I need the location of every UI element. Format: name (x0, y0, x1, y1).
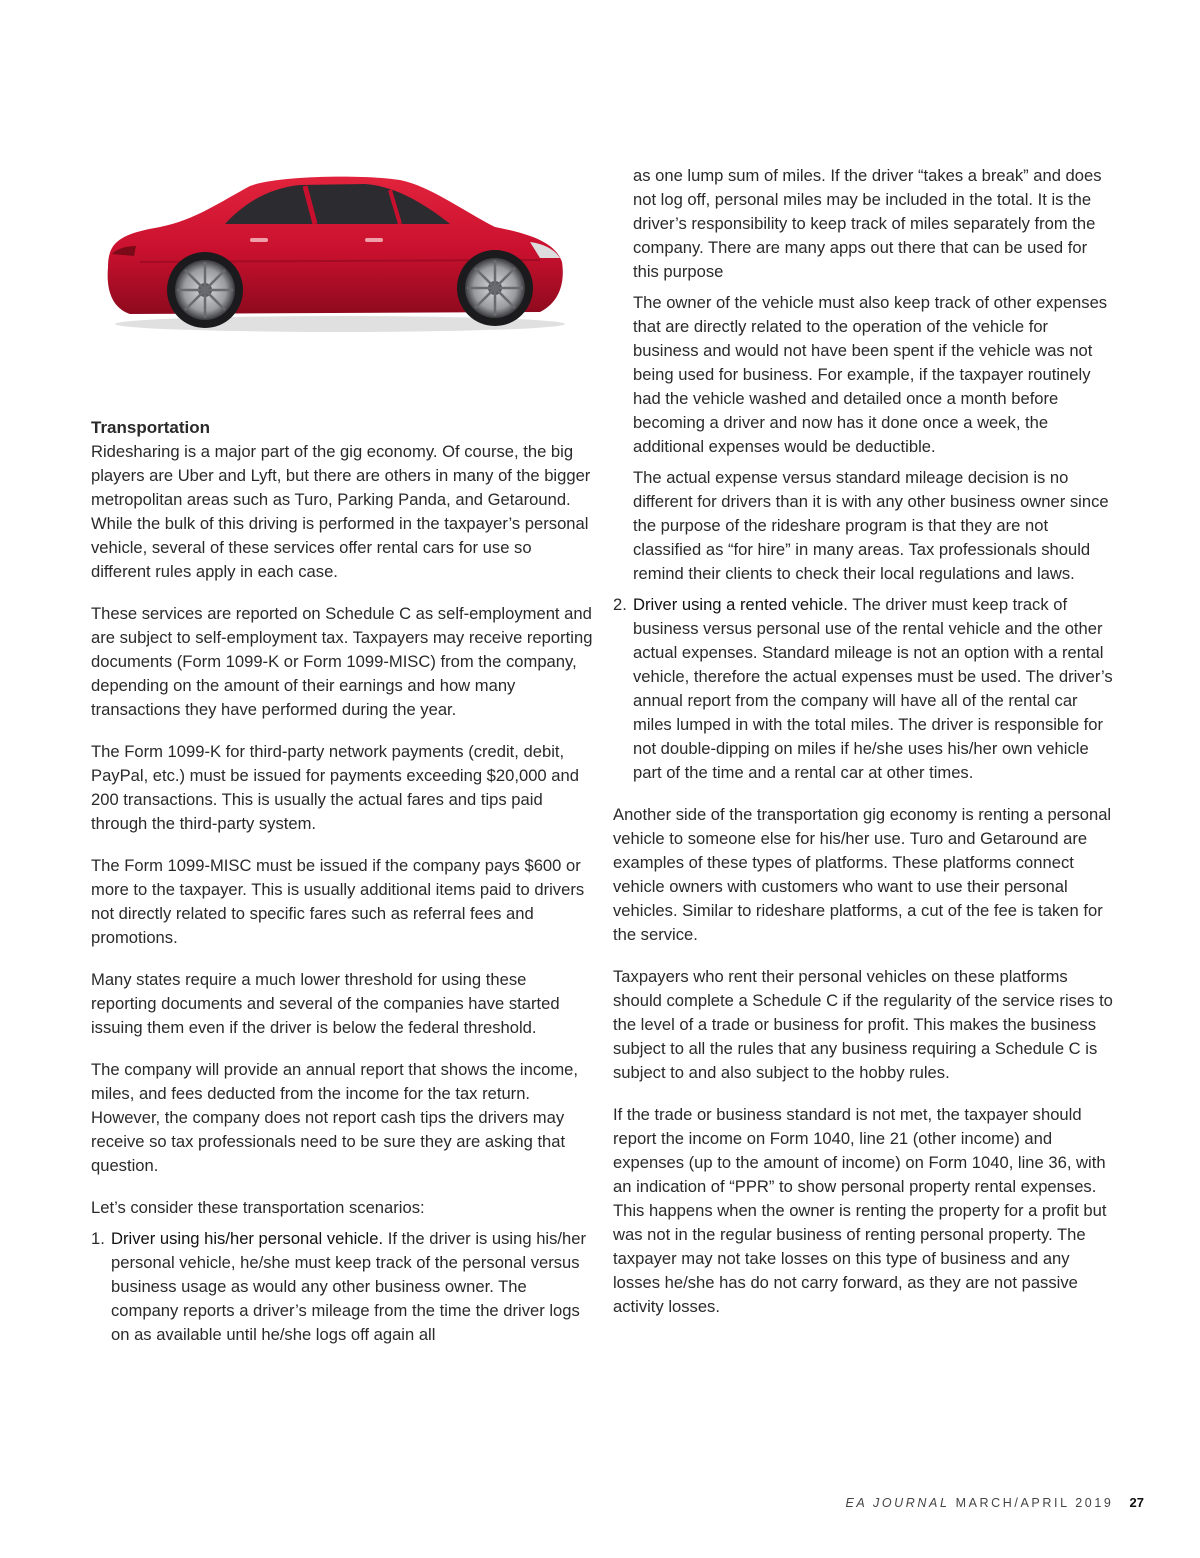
paragraph: Another side of the transportation gig economy is renting a personal vehicle to someone else for his/her use. Turo and Getaround are examples of these types of platforms. These platforms connect vehicle owners with customers who want to use their personal vehicles. Similar to rideshare platforms, a cut of the fee is taken for the service. (613, 805, 1112, 944)
page-number: 27 (1129, 1495, 1144, 1510)
list-item-continuation: as one lump sum of miles. If the driver “takes a break” and does not log off, personal miles may be included in the total. It is the driver’s responsibility to keep track of miles separately from the company. There are many apps out there that can be used for this purpose (633, 166, 1102, 281)
list-item (91, 1227, 593, 1347)
red-sedan-illustration (100, 172, 570, 337)
paragraph: Taxpayers who rent their personal vehicles on these platforms should complete a Schedule C if the regularity of the service rises to the level of a trade or business for profit. This makes the business subject to all the rules that any business requiring a Schedule C is subject to and also subject to the hobby rules. (613, 967, 1113, 1082)
paragraph: Many states require a much lower threshold for using these reporting documents and several of the companies have started issuing them even if the driver is below the federal threshold. (91, 970, 560, 1037)
paragraph: Let’s consider these transportation scenarios: (91, 1198, 425, 1217)
scenario-list (613, 593, 1117, 785)
list-item-lead: Driver using a rented vehicle. (633, 595, 848, 614)
paragraph: The actual expense versus standard mileage decision is no different for drivers than it is with any other business owner since the purpose of the rideshare program is that they are not classified as “for hire” in many areas. Tax professionals should remind their clients to check their local regulations and laws. (633, 468, 1109, 583)
list-item-text: The driver must keep track of business versus personal use of the rental vehicle and the other actual expenses. Standard mileage is not an option with a rental vehicle, therefore the actual expenses must be used. The driver’s annual report from the company will have all of the rental car miles lumped in with the total miles. The driver is responsible for not double-dipping on miles if he/she uses his/her own vehicle part of the time and a rental car at other times. (633, 595, 1113, 782)
list-item-text: If the driver is using his/her personal vehicle, he/she must keep track of the personal versus business usage as would any other business owner. The company reports a driver’s mileage from the time the driver logs on as available until he/she logs off again all (111, 1229, 586, 1344)
right-column (613, 164, 1117, 1337)
list-number: 2. (613, 595, 627, 614)
paragraph: These services are reported on Schedule C as self-employment and are subject to self-employment tax. Taxpayers may receive reporting documents (Form 1099-K or Form 1099-MISC) from the company, depending on the amount of their earnings and how many transactions they have performed during the year. (91, 604, 593, 719)
scenario-list (91, 1227, 593, 1347)
page-footer (845, 1495, 1144, 1510)
issue-date: MARCH/APRIL 2019 (955, 1496, 1114, 1510)
paragraph: The Form 1099-K for third-party network payments (credit, debit, PayPal, etc.) must be issued for payments exceeding $20,000 and 200 transactions. This is usually the actual fares and tips paid through the third-party system. (91, 742, 579, 833)
list-number: 1. (91, 1229, 105, 1248)
section-heading: Transportation (91, 418, 211, 437)
left-column (91, 416, 593, 1365)
paragraph: The owner of the vehicle must also keep track of other expenses that are directly related to the operation of the vehicle for business and would not have been spent if the vehicle was not being used for business. For example, if the taxpayer routinely had the vehicle washed and detailed once a month before becoming a driver and now has it done once a week, the additional expenses would be deductible. (633, 293, 1108, 456)
list-item-lead: Driver using his/her personal vehicle. (111, 1229, 384, 1248)
list-item (613, 593, 1117, 785)
paragraph: Ridesharing is a major part of the gig economy. Of course, the big players are Uber and Lyft, but there are others in many of the bigger metropolitan areas such as Turo, Parking Panda, and Getaround. While the bulk of this driving is performed in the taxpayer’s personal vehicle, several of these services offer rental cars for use so different rules apply in each case. (91, 442, 591, 581)
paragraph: The company will provide an annual report that shows the income, miles, and fees deducted from the income for the tax return. However, the company does not report cash tips the drivers may receive so tax professionals need to be sure they are asking that question. (91, 1060, 579, 1175)
journal-name: EA JOURNAL (845, 1496, 950, 1510)
paragraph: The Form 1099-MISC must be issued if the company pays $600 or more to the taxpayer. This is usually additional items paid to drivers not directly related to specific fares such as referral fees and promotions. (91, 856, 585, 947)
paragraph: If the trade or business standard is not met, the taxpayer should report the income on Form 1040, line 21 (other income) and expenses (up to the amount of income) on Form 1040, line 36, with an indication of “PPR” to show personal property rental expenses. This happens when the owner is renting the property for a profit but was not in the regular business of renting personal property. The taxpayer may not take losses on this type of business and any losses he/she has do not carry forward, as they are not passive activity losses. (613, 1105, 1107, 1316)
